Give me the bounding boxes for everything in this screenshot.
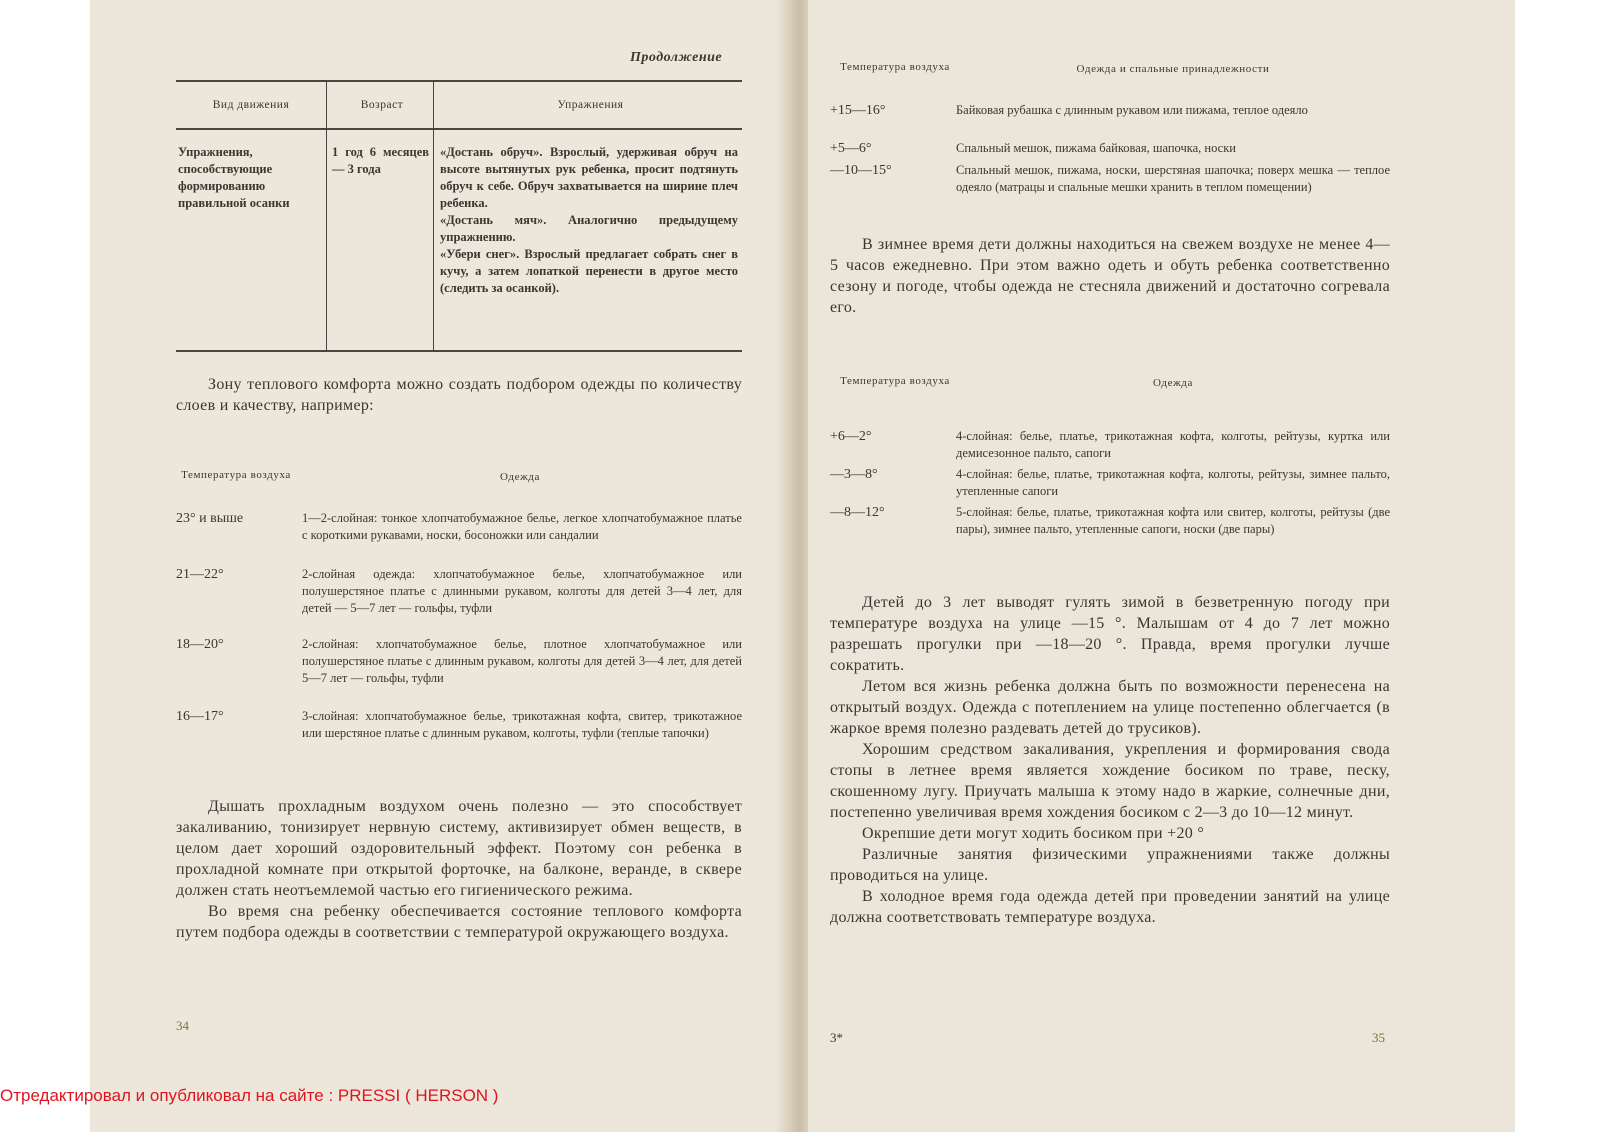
winter-table-row — [830, 428, 1390, 464]
clothing-cell: 5-слойная: белье, платье, трикотажная кофта или свитер, колготы, рейтузы (две пары), зимнее пальто, утепленные сапоги, носки (две пары) — [956, 505, 1390, 536]
clothing-cell: 4-слойная: белье, платье, трикотажная кофта, колготы, рейтузы, зимнее пальто, утепленные сапоги — [956, 467, 1390, 498]
paragraph: Дышать прохладным воздухом очень полезно — это способствует закаливанию, тонизирует нервную систему, активизирует обмен веществ, в целом дает хороший оздоровительный эффект. Поэтому сон ребенка в прохладной комнате при открытой форточке, на балконе, веранде, в сквере должен стать неотъемлемой частью его гигиенического режима. — [176, 798, 742, 899]
temperature-cell: 18—20° — [176, 637, 224, 652]
temperature-cell: +15—16° — [830, 103, 886, 118]
clothing-table-header-temp: Температура воздуха — [181, 469, 291, 481]
clothing-table-row — [176, 566, 742, 636]
breathing-text — [176, 796, 742, 943]
clothing-cell: 3-слойная: хлопчатобумажное белье, трикотажная кофта, свитер, трикотажное или шерстяное платье с длинным рукавом, колготы, туфли (теплые тапочки) — [302, 709, 742, 740]
sleep-table-row — [830, 140, 1390, 160]
temperature-cell: 21—22° — [176, 567, 224, 582]
paragraph: В холодное время года одежда детей при проведении занятий на улице должна соответствовать температуре воздуха. — [830, 888, 1390, 926]
clothing-cell: Байковая рубашка с длинным рукавом или пижама, теплое одеяло — [956, 103, 1308, 117]
exercise-table-header: Возраст — [327, 81, 434, 129]
page-number: 35 — [1372, 1030, 1385, 1045]
right-page — [808, 0, 1515, 1132]
sleep-table-row — [830, 102, 1390, 138]
temperature-cell: —3—8° — [830, 467, 878, 482]
paragraph: Окрепшие дети могут ходить босиком при +20 ° — [862, 825, 1205, 842]
clothing-table-header-clothing: Одежда — [500, 471, 540, 483]
paragraph: Детей до 3 лет выводят гулять зимой в безветренную погоду при температуре воздуха на улице —15 °. Малышам от 4 до 7 лет можно разрешать прогулки при —18—20 °. Правда, время прогулки лучше сократить. — [830, 594, 1390, 674]
site-credit-link[interactable]: Отредактировал и опубликовал на сайте : PRESSI ( HERSON ) — [0, 1086, 499, 1105]
outdoor-text — [830, 592, 1390, 928]
winter-table-header-temp: Температура воздуха — [840, 375, 950, 387]
paragraph: Хорошим средством закаливания, укрепления и формирования свода стопы в летнее время является хождение босиком по траве, песку, скошенному лугу. Приучать малыша к этому надо в жаркие, солнечные дни, постепенно увеличивая время хождения босиком с 2—3 до 10—12 минут. — [830, 741, 1390, 821]
movement-type-cell: Упражнения, способствующие формированию правильной осанки — [176, 129, 327, 351]
clothing-table-row — [176, 636, 742, 706]
winter-table-row — [830, 466, 1390, 502]
exercise-table — [176, 80, 742, 352]
temperature-cell: +6—2° — [830, 429, 872, 444]
sleep-table-row — [830, 162, 1390, 216]
clothing-cell: 4-слойная: белье, платье, трикотажная кофта, колготы, рейтузы, куртка или демисезонное пальто, сапоги — [956, 429, 1390, 460]
page-number: 34 — [176, 1018, 189, 1033]
clothing-cell: Спальный мешок, пижама байковая, шапочка, носки — [956, 141, 1236, 155]
clothing-cell: 2-слойная: хлопчатобумажное белье, плотное хлопчатобумажное или полушерстяное платье с длинным рукавом, колготы для детей 3—4 лет, для детей 5—7 лет — гольфы, туфли — [302, 637, 742, 685]
winter-table-header-clothing: Одежда — [1153, 377, 1193, 389]
temperature-cell: 16—17° — [176, 709, 224, 724]
sleep-table-header-clothing: Одежда и спальные принадлежности — [1076, 63, 1270, 75]
paragraph: Во время сна ребенку обеспечивается состояние теплового комфорта путем подбора одежды в соответствии с температурой окружающего воздуха. — [176, 903, 742, 941]
exercise-table-header: Вид движения — [176, 81, 327, 129]
running-head: Продолжение — [630, 50, 723, 65]
clothing-cell: 1—2-слойная: тонкое хлопчатобумажное белье, легкое хлопчатобумажное платье с короткими рукавами, носки, босоножки или сандалии — [302, 511, 742, 542]
temperature-cell: +5—6° — [830, 141, 872, 156]
exercises-cell — [434, 129, 743, 351]
exercise-item: «Убери снег». Взрослый предлагает собрать снег в кучу, а затем лопаткой перенести в другое место (следить за осанкой). — [440, 247, 738, 295]
age-cell: 1 год 6 месяцев — 3 года — [327, 129, 434, 351]
clothing-table-row — [176, 708, 742, 762]
left-page — [90, 0, 792, 1132]
temperature-cell: —8—12° — [830, 505, 885, 520]
clothing-cell: 2-слойная одежда: хлопчатобумажное белье, хлопчатобумажное или полушерстяное платье с длинными рукавом, колготы для детей 3—4 лет, для детей — 5—7 лет — гольфы, туфли — [302, 567, 742, 615]
clothing-cell: Спальный мешок, пижама, носки, шерстяная шапочка; поверх мешка — теплое одеяло (матрацы и спальные мешки хранить в теплом помещении) — [956, 163, 1390, 194]
winter-paragraph: В зимнее время дети должны находиться на свежем воздухе не менее 4—5 часов ежедневно. При этом важно одеть и обуть ребенка соответственно сезону и погоде, чтобы одежда не стесняла движений и достаточно согревала его. — [830, 236, 1390, 316]
signature-mark: 3* — [830, 1030, 843, 1045]
sleep-table-header-temp: Температура воздуха — [840, 61, 950, 73]
exercise-table-header: Упражнения — [434, 81, 743, 129]
intro-paragraph: Зону теплового комфорта можно создать подбором одежды по количеству слоев и качеству, например: — [176, 376, 742, 414]
paragraph: Летом вся жизнь ребенка должна быть по возможности перенесена на открытый воздух. Одежда с потеплением на улице постепенно облегчается (в жаркое время полезно раздевать детей до трусиков). — [830, 678, 1390, 737]
exercise-item: «Достань обруч». Взрослый, удерживая обруч на высоте вытянутых рук ребенка, просит подтянуть обруч к себе. Обруч захватывается на ширине плеч ребенка. — [440, 145, 738, 210]
clothing-table-row — [176, 510, 742, 564]
temperature-cell: 23° и выше — [176, 511, 244, 526]
temperature-cell: —10—15° — [830, 163, 892, 178]
paragraph: Различные занятия физическими упражнениями также должны проводиться на улице. — [830, 846, 1390, 884]
winter-table-row — [830, 504, 1390, 558]
exercise-item: «Достань мяч». Аналогично предыдущему упражнению. — [440, 213, 738, 244]
